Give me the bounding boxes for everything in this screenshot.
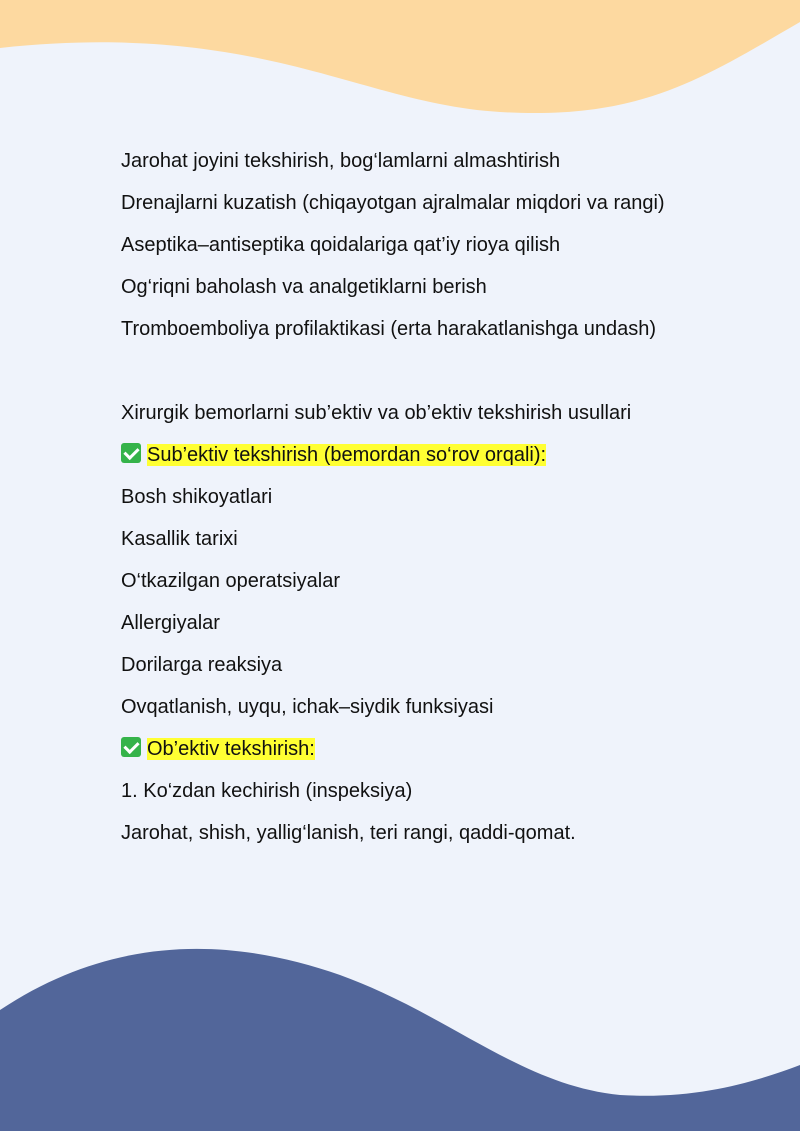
list-item: O‘tkazilgan operatsiyalar (121, 570, 340, 592)
bottom-wave-decoration (0, 949, 800, 1131)
subjective-heading (121, 434, 678, 476)
check-mark-icon (121, 737, 141, 757)
text-line: Aseptika–antiseptika qoidalariga qat’iy rioya qilish (121, 234, 561, 256)
text-line: Drenajlarni kuzatish (chiqayotgan ajralmalar miqdori va rangi) (121, 192, 665, 214)
document-body (121, 140, 678, 854)
objective-heading (121, 728, 678, 770)
subjective-heading-text: Sub’ektiv tekshirish (bemordan so‘rov orqali): (147, 444, 547, 466)
list-item: Dorilarga reaksiya (121, 654, 283, 676)
top-wave-decoration (0, 0, 800, 113)
objective-heading-text: Ob’ektiv tekshirish: (147, 738, 315, 760)
check-mark-icon (121, 443, 141, 463)
text-line: Tromboemboliya profilaktikasi (erta harakatlanishga undash) (121, 318, 657, 340)
text-line: Og‘riqni baholash va analgetiklarni berish (121, 276, 487, 298)
section-title: Xirurgik bemorlarni sub’ektiv va ob’ektiv tekshirish usullari (121, 402, 632, 424)
list-item: 1. Ko‘zdan kechirish (inspeksiya) (121, 780, 413, 802)
list-item: Bosh shikoyatlari (121, 486, 273, 508)
list-item: Jarohat, shish, yallig‘lanish, teri rangi, qaddi-qomat. (121, 822, 576, 844)
text-line: Jarohat joyini tekshirish, bog‘lamlarni almashtirish (121, 150, 561, 172)
list-item: Kasallik tarixi (121, 528, 238, 550)
list-item: Ovqatlanish, uyqu, ichak–siydik funksiyasi (121, 696, 494, 718)
blank-line (121, 350, 678, 392)
list-item: Allergiyalar (121, 612, 220, 634)
